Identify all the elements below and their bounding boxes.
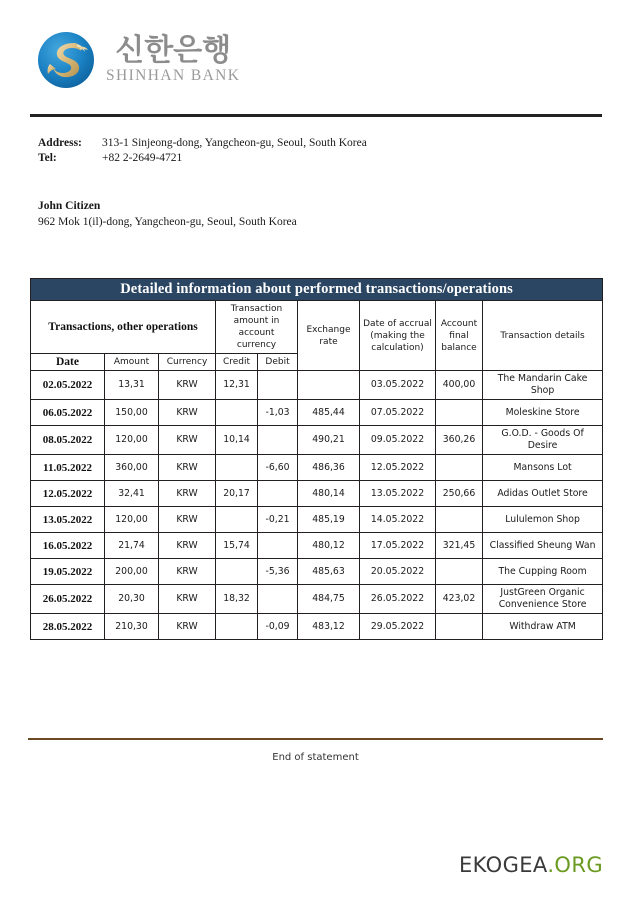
cell-accrual: 03.05.2022 (360, 371, 436, 400)
cell-rate: 485,19 (298, 507, 360, 533)
transactions-body (31, 371, 603, 640)
cell-amount: 120,00 (105, 426, 159, 455)
cell-date: 06.05.2022 (31, 400, 105, 426)
header-date: Date (31, 354, 105, 371)
table-row (31, 585, 603, 614)
cell-details: Moleskine Store (483, 400, 603, 426)
table-row (31, 559, 603, 585)
cell-credit: 20,17 (216, 481, 258, 507)
header-date-of-accrual: Date of accrual (making the calculation) (360, 301, 436, 371)
cell-currency: KRW (159, 507, 216, 533)
table-row (31, 481, 603, 507)
table-title-row (31, 279, 603, 301)
cell-details: JustGreen Organic Convenience Store (483, 585, 603, 614)
statement-title: Detailed information about performed transactions/operations (31, 279, 603, 301)
cell-accrual: 13.05.2022 (360, 481, 436, 507)
table-row (31, 371, 603, 400)
cell-balance (436, 455, 483, 481)
cell-amount: 13,31 (105, 371, 159, 400)
cell-credit: 15,74 (216, 533, 258, 559)
cell-accrual: 26.05.2022 (360, 585, 436, 614)
customer-block (38, 198, 297, 230)
cell-amount: 360,00 (105, 455, 159, 481)
footer-divider (28, 738, 603, 740)
cell-balance (436, 614, 483, 640)
header-exchange-rate: Exchange rate (298, 301, 360, 371)
cell-debit: -0,09 (258, 614, 298, 640)
cell-details: The Cupping Room (483, 559, 603, 585)
cell-currency: KRW (159, 614, 216, 640)
cell-debit (258, 533, 298, 559)
cell-date: 19.05.2022 (31, 559, 105, 585)
cell-currency: KRW (159, 533, 216, 559)
cell-rate: 484,75 (298, 585, 360, 614)
cell-details: The Mandarin Cake Shop (483, 371, 603, 400)
customer-address: 962 Mok 1(il)-dong, Yangcheon-gu, Seoul, South Korea (38, 216, 297, 228)
cell-currency: KRW (159, 400, 216, 426)
cell-debit (258, 371, 298, 400)
table-row (31, 455, 603, 481)
address-value: 313-1 Sinjeong-dong, Yangcheon-gu, Seoul, South Korea (102, 137, 367, 149)
header-transaction-details: Transaction details (483, 301, 603, 371)
cell-debit: -1,03 (258, 400, 298, 426)
table-row (31, 507, 603, 533)
cell-date: 02.05.2022 (31, 371, 105, 400)
cell-balance: 250,66 (436, 481, 483, 507)
cell-debit (258, 481, 298, 507)
cell-currency: KRW (159, 481, 216, 507)
cell-amount: 20,30 (105, 585, 159, 614)
cell-rate: 480,12 (298, 533, 360, 559)
cell-credit: 12,31 (216, 371, 258, 400)
tel-value: +82 2-2649-4721 (102, 152, 183, 164)
cell-currency: KRW (159, 426, 216, 455)
cell-balance (436, 400, 483, 426)
cell-currency: KRW (159, 455, 216, 481)
cell-accrual: 20.05.2022 (360, 559, 436, 585)
transactions-table (30, 278, 603, 640)
cell-balance (436, 507, 483, 533)
cell-rate: 490,21 (298, 426, 360, 455)
cell-accrual: 07.05.2022 (360, 400, 436, 426)
cell-balance (436, 559, 483, 585)
cell-amount: 32,41 (105, 481, 159, 507)
cell-details: G.O.D. - Goods Of Desire (483, 426, 603, 455)
cell-balance: 400,00 (436, 371, 483, 400)
bank-name-english: SHINHAN BANK (106, 67, 241, 84)
bank-logo (36, 30, 240, 90)
cell-rate: 483,12 (298, 614, 360, 640)
cell-credit: 18,32 (216, 585, 258, 614)
cell-rate: 480,14 (298, 481, 360, 507)
cell-credit: 10,14 (216, 426, 258, 455)
cell-details: Lululemon Shop (483, 507, 603, 533)
cell-balance: 360,26 (436, 426, 483, 455)
cell-currency: KRW (159, 371, 216, 400)
cell-currency: KRW (159, 559, 216, 585)
cell-accrual: 29.05.2022 (360, 614, 436, 640)
customer-name: John Citizen (38, 200, 101, 212)
cell-amount: 21,74 (105, 533, 159, 559)
header-currency: Currency (159, 354, 216, 371)
header-amount: Amount (105, 354, 159, 371)
table-row (31, 533, 603, 559)
bank-name-korean: 신한은행 (115, 32, 232, 68)
cell-date: 13.05.2022 (31, 507, 105, 533)
shinhan-bank-logo-icon (36, 30, 96, 90)
branch-address-row (38, 136, 367, 151)
cell-credit (216, 559, 258, 585)
branch-tel-row (38, 151, 367, 166)
header-debit: Debit (258, 354, 298, 371)
table-row (31, 400, 603, 426)
cell-debit: -0,21 (258, 507, 298, 533)
cell-balance: 423,02 (436, 585, 483, 614)
address-label: Address: (38, 137, 82, 149)
tel-label: Tel: (38, 152, 57, 164)
watermark-tld: .ORG (547, 853, 603, 877)
table-header-group-row (31, 301, 603, 354)
ekogea-watermark (459, 855, 603, 876)
cell-date: 26.05.2022 (31, 585, 105, 614)
cell-amount: 200,00 (105, 559, 159, 585)
header-amount-account-currency-group: Transaction amount in account currency (216, 301, 298, 354)
cell-amount: 150,00 (105, 400, 159, 426)
cell-rate: 486,36 (298, 455, 360, 481)
cell-accrual: 09.05.2022 (360, 426, 436, 455)
cell-rate: 485,63 (298, 559, 360, 585)
header-transactions-group: Transactions, other operations (31, 301, 216, 354)
cell-debit: -5,36 (258, 559, 298, 585)
cell-date: 28.05.2022 (31, 614, 105, 640)
cell-debit: -6,60 (258, 455, 298, 481)
cell-details: Adidas Outlet Store (483, 481, 603, 507)
cell-date: 08.05.2022 (31, 426, 105, 455)
cell-accrual: 17.05.2022 (360, 533, 436, 559)
cell-currency: KRW (159, 585, 216, 614)
cell-credit (216, 614, 258, 640)
bank-wordmark (106, 32, 241, 86)
cell-details: Classified Sheung Wan (483, 533, 603, 559)
cell-credit (216, 507, 258, 533)
header-account-final-balance: Account final balance (436, 301, 483, 371)
cell-debit (258, 585, 298, 614)
cell-balance: 321,45 (436, 533, 483, 559)
cell-date: 11.05.2022 (31, 455, 105, 481)
cell-details: Withdraw ATM (483, 614, 603, 640)
cell-amount: 210,30 (105, 614, 159, 640)
cell-rate (298, 371, 360, 400)
header-divider (30, 114, 602, 117)
cell-accrual: 14.05.2022 (360, 507, 436, 533)
cell-date: 12.05.2022 (31, 481, 105, 507)
header-credit: Credit (216, 354, 258, 371)
end-of-statement-text: End of statement (272, 752, 359, 763)
cell-debit (258, 426, 298, 455)
cell-details: Mansons Lot (483, 455, 603, 481)
cell-accrual: 12.05.2022 (360, 455, 436, 481)
table-row (31, 614, 603, 640)
cell-date: 16.05.2022 (31, 533, 105, 559)
branch-contact-block (38, 136, 367, 166)
cell-amount: 120,00 (105, 507, 159, 533)
watermark-name: EKOGEA (458, 853, 548, 877)
cell-credit (216, 400, 258, 426)
table-row (31, 426, 603, 455)
cell-rate: 485,44 (298, 400, 360, 426)
cell-credit (216, 455, 258, 481)
